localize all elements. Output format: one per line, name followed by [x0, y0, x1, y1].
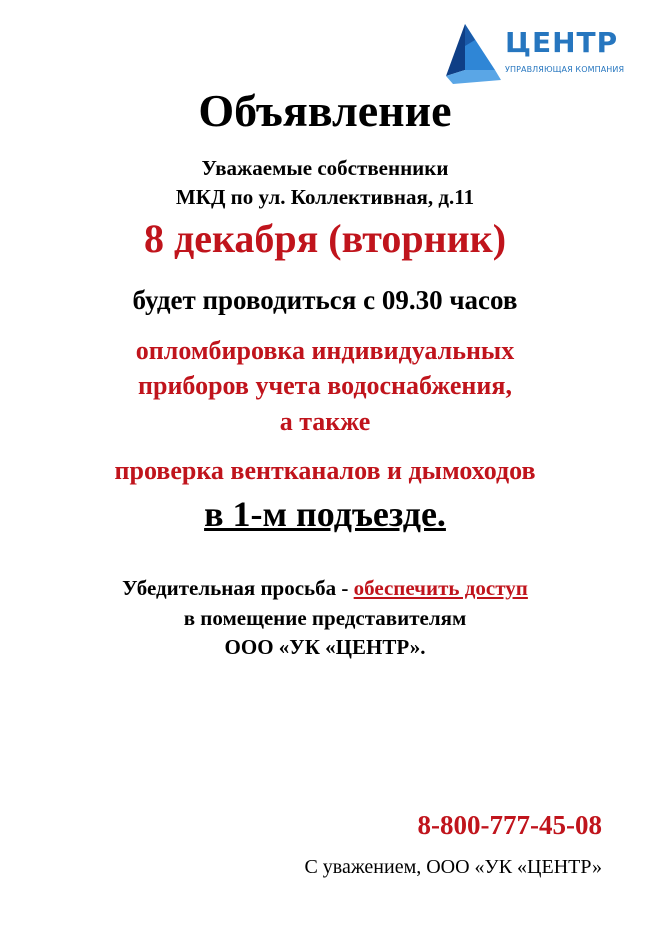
addressee-line-1: Уважаемые собственники — [201, 156, 449, 180]
work-line-4: проверка вентканалов и дымоходов — [114, 456, 536, 485]
company-logo — [443, 18, 633, 88]
phone-number: 8-800-777-45-08 — [417, 810, 602, 840]
request-line-2: в помещение представителям — [183, 606, 467, 630]
notice-title: Объявление — [198, 85, 452, 136]
logo-emblem-icon — [443, 18, 503, 84]
time-line: будет проводиться с 09.30 часов — [132, 285, 518, 315]
work-line-1: опломбировка индивидуальных — [135, 336, 515, 365]
location-text: в 1-м подъезде. — [204, 494, 446, 534]
request-highlight: обеспечить доступ — [353, 576, 528, 600]
signature-line: С уважением, ООО «УК «ЦЕНТР» — [304, 856, 602, 878]
request-line-3: ООО «УК «ЦЕНТР». — [224, 635, 426, 659]
event-date: 8 декабря (вторник) — [143, 216, 507, 261]
location-line — [0, 496, 650, 532]
request-prefix: Убедительная просьба - — [122, 576, 354, 600]
work-line-3: а также — [279, 407, 371, 436]
addressee-line-2: МКД по ул. Коллективная, д.11 — [175, 185, 475, 209]
request-line-1 — [0, 578, 650, 599]
logo-name: ЦЕНТР — [505, 26, 619, 59]
logo-subtitle: УПРАВЛЯЮЩАЯ КОМПАНИЯ — [505, 65, 625, 74]
work-line-2: приборов учета водоснабжения, — [138, 371, 512, 400]
